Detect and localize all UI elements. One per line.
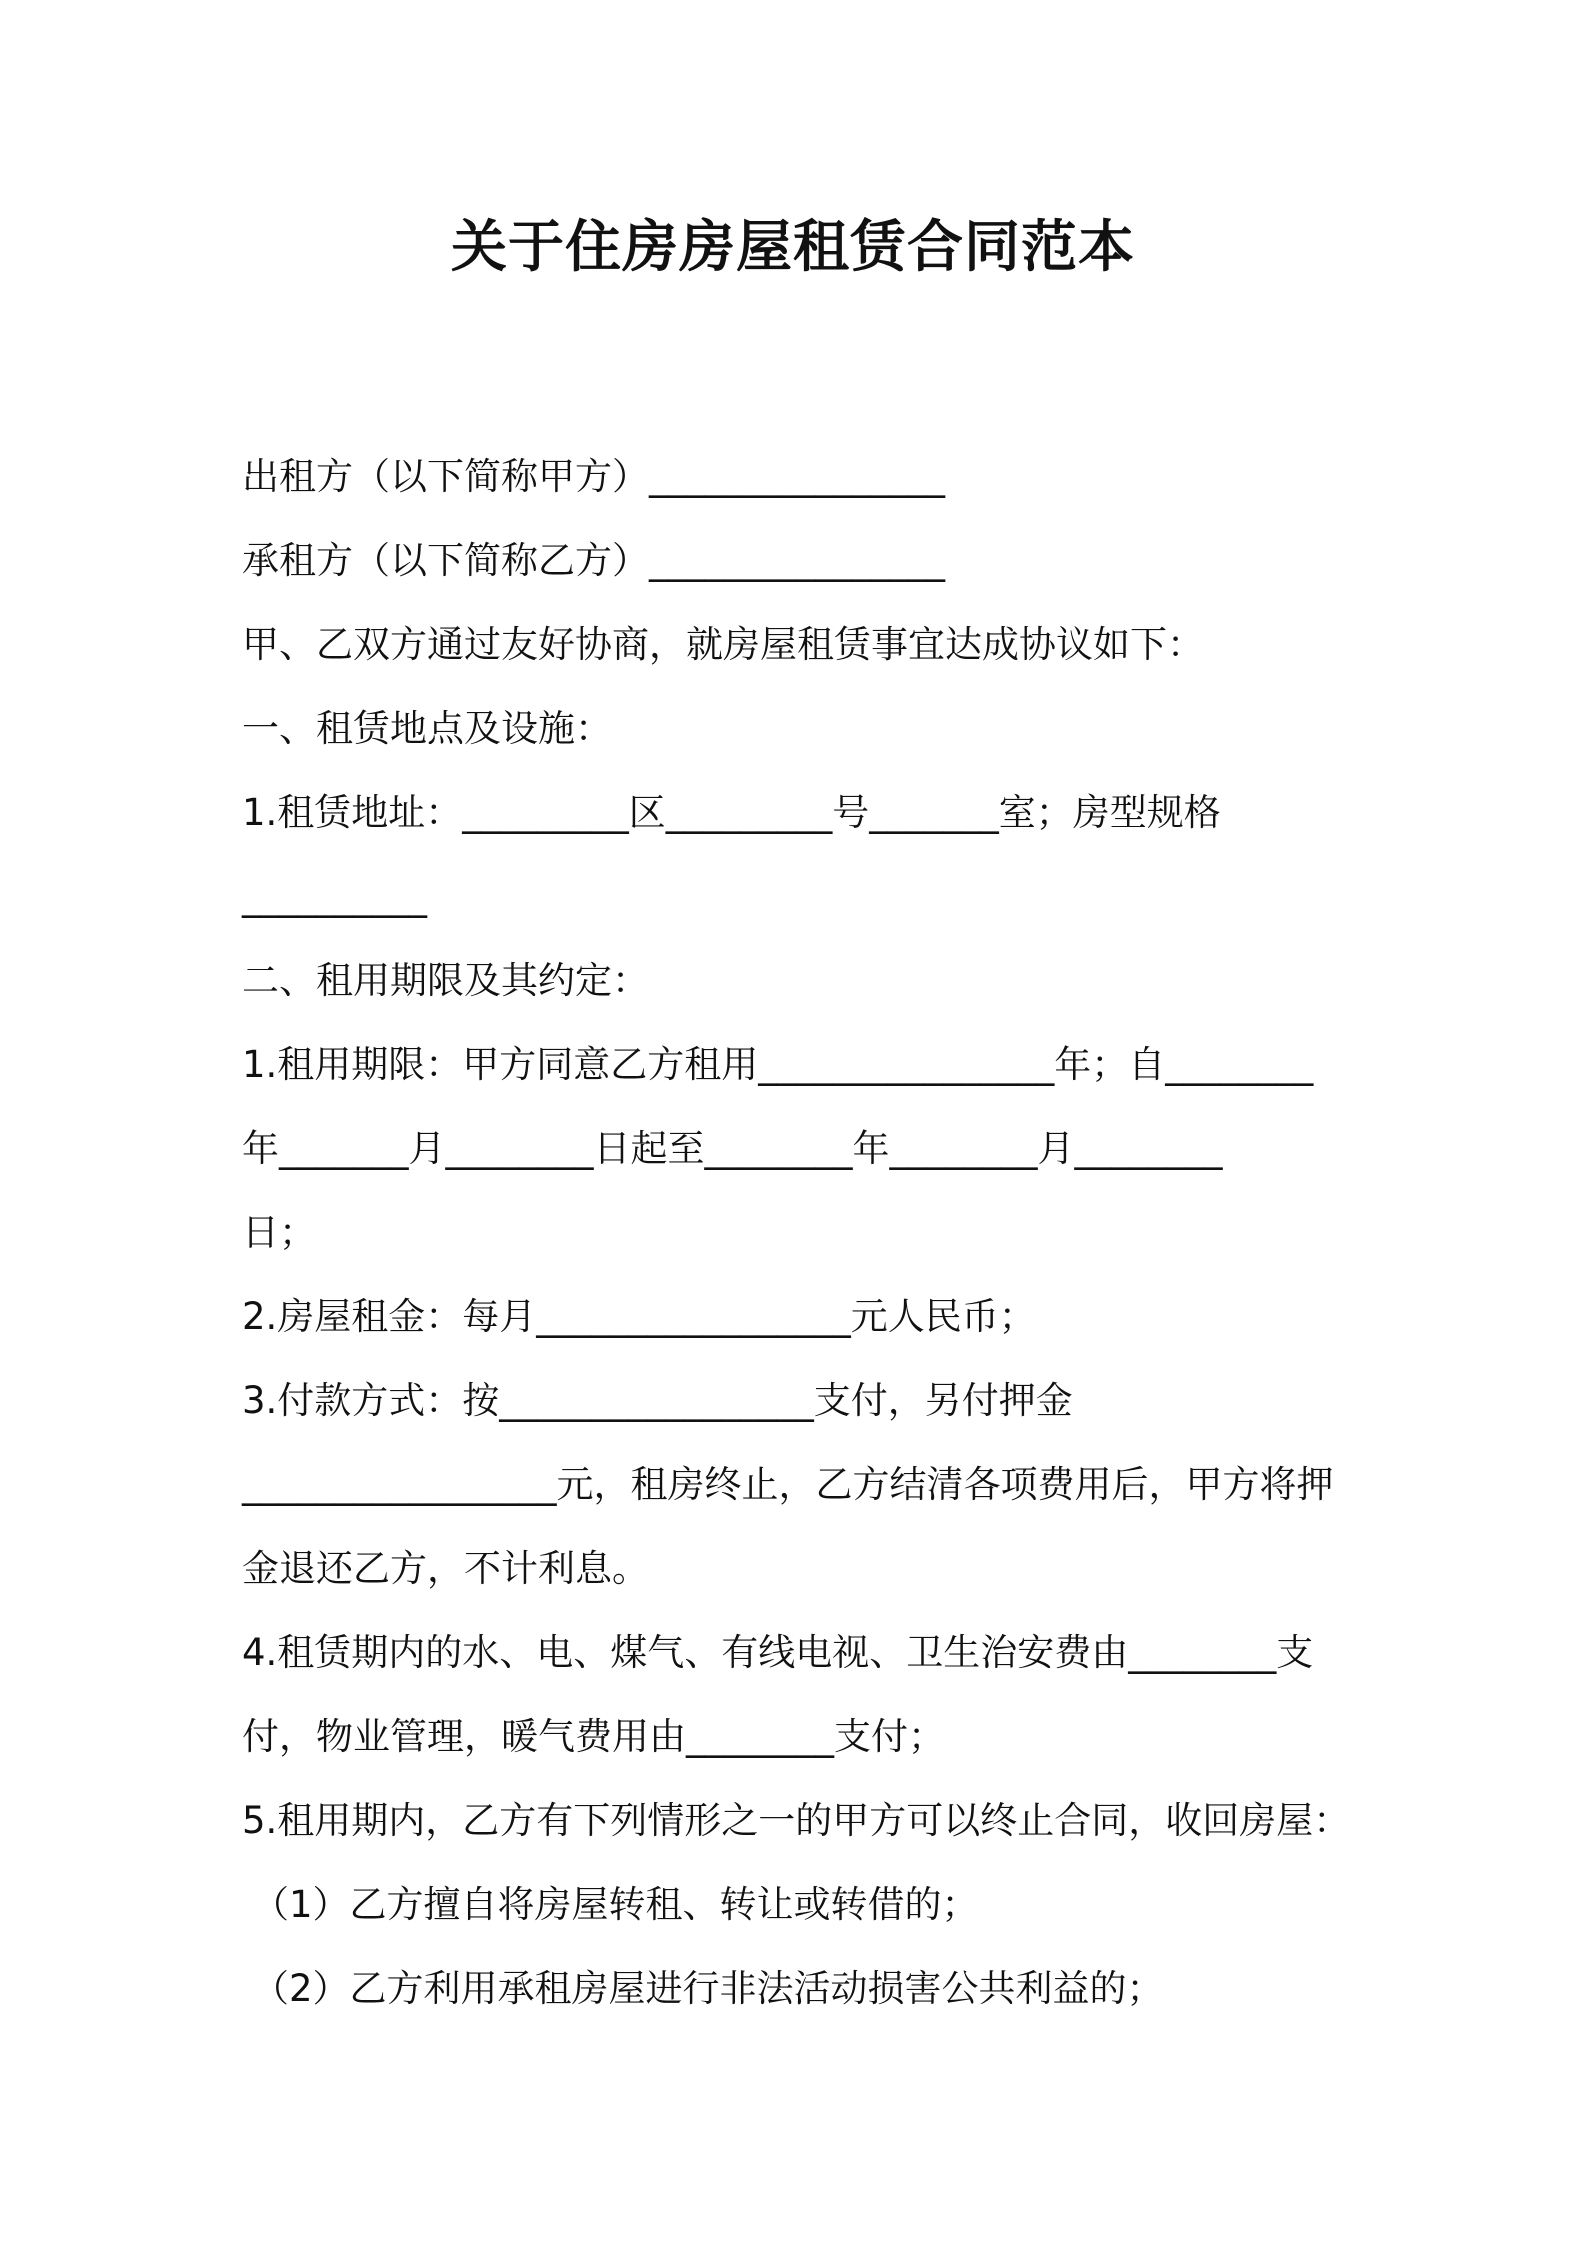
clause-rent: 2.房屋租金：每月_________________元人民币； — [242, 1295, 1036, 1338]
clause-utilities: 4.租赁期内的水、电、煤气、有线电视、卫生治安费由________支 — [242, 1631, 1314, 1674]
clause-deposit: _________________元，租房终止，乙方结清各项费用后，甲方将押 — [242, 1463, 1334, 1506]
section-heading-location: 一、租赁地点及设施： — [242, 707, 612, 750]
clause-term-dates: 年_______月________日起至________年________月________ — [242, 1127, 1223, 1170]
clause-term: 1.租用期限：甲方同意乙方租用________________年；自________ — [242, 1043, 1314, 1086]
section-heading-term: 二、租用期限及其约定： — [242, 959, 649, 1002]
clause-termination: 5.租用期内，乙方有下列情形之一的甲方可以终止合同，收回房屋： — [242, 1799, 1351, 1842]
lessor-line: 出租方（以下简称甲方）________________ — [242, 455, 945, 498]
clause-address: 1.租赁地址：_________区_________号_______室；房型规格 — [242, 791, 1221, 834]
clause-payment: 3.付款方式：按_________________支付，另付押金 — [242, 1379, 1073, 1422]
agreement-intro: 甲、乙双方通过友好协商，就房屋租赁事宜达成协议如下： — [242, 623, 1204, 666]
termination-item-1: （1）乙方擅自将房屋转租、转让或转借的； — [252, 1883, 979, 1926]
clause-term-end: 日； — [242, 1211, 316, 1254]
clause-address-continued: __________ — [242, 875, 427, 918]
clause-deposit-refund: 金退还乙方，不计利息。 — [242, 1547, 649, 1590]
document-title: 关于住房房屋租赁合同范本 — [451, 215, 1135, 280]
clause-utilities-continued: 付，物业管理，暖气费用由________支付； — [242, 1715, 945, 1758]
termination-item-2: （2）乙方利用承租房屋进行非法活动损害公共利益的； — [252, 1967, 1164, 2010]
lessee-line: 承租方（以下简称乙方）________________ — [242, 539, 945, 582]
